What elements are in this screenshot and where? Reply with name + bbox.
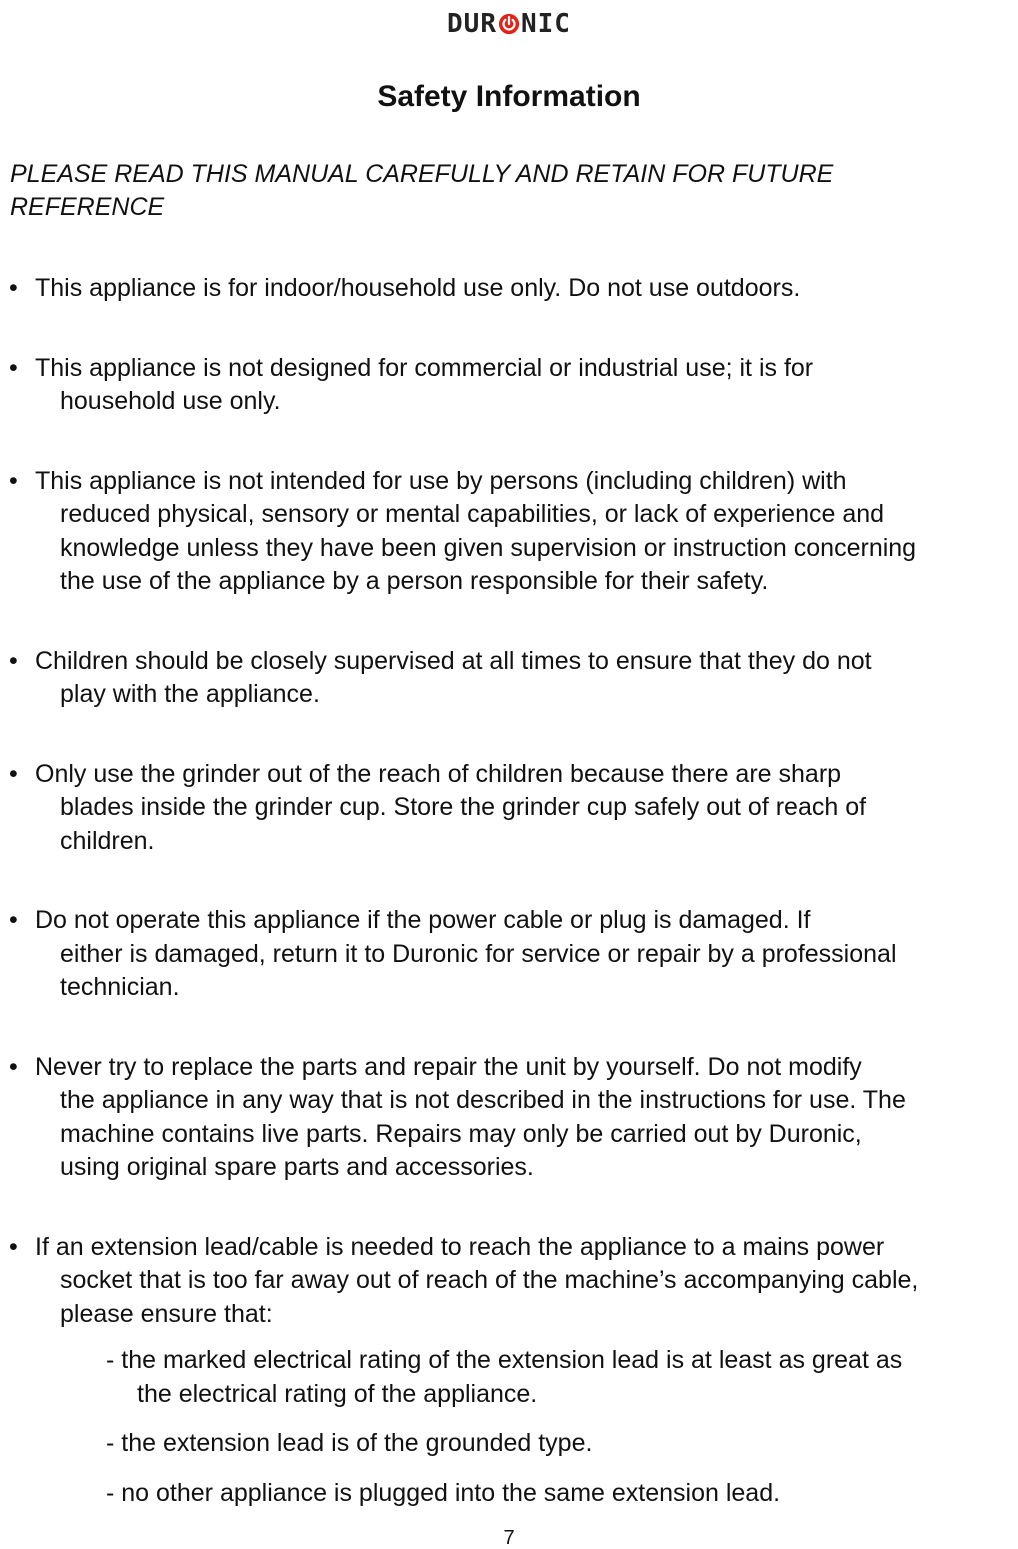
extension-lead-conditions [60, 1344, 1018, 1510]
safety-list [0, 272, 1018, 1510]
safety-item [0, 352, 1018, 419]
item-line: please ensure that: [60, 1299, 273, 1328]
item-line: Do not operate this appliance if the power cable or plug is damaged. If [35, 906, 811, 934]
bullet-icon: • [9, 646, 18, 675]
page-title: Safety Information [377, 80, 641, 113]
intro-notice [10, 158, 1000, 224]
item-line: play with the appliance. [60, 680, 320, 708]
item-line: Never try to replace the parts and repair the unit by yourself. Do not modify [35, 1052, 862, 1081]
logo-text-right: NIC [521, 9, 571, 39]
item-line: either is damaged, return it to Duronic for service or repair by a professional [60, 939, 897, 968]
safety-item [0, 1051, 1018, 1185]
item-line: socket that is too far away out of reach of the machine’s accompanying cable, [60, 1266, 919, 1294]
item-line: Children should be closely supervised at all times to ensure that they do not [35, 646, 872, 675]
item-line: using original spare parts and accessories. [60, 1153, 534, 1181]
duronic-logo [0, 8, 1018, 40]
intro-line: PLEASE READ THIS MANUAL CAREFULLY AND RETAIN FOR FUTURE [10, 160, 834, 188]
item-line: the use of the appliance by a person responsible for their safety. [60, 567, 769, 595]
bullet-icon: • [9, 1232, 18, 1261]
bullet-icon: • [9, 466, 18, 495]
condition-line: - no other appliance is plugged into the same extension lead. [106, 1478, 781, 1507]
item-line: technician. [60, 973, 180, 1001]
bullet-icon: • [9, 274, 18, 302]
intro-line: REFERENCE [10, 193, 165, 221]
safety-item [0, 758, 1018, 859]
condition-item [0, 1344, 1018, 1411]
condition-line: the electrical rating of the appliance. [137, 1379, 538, 1408]
safety-item [0, 1231, 1018, 1511]
item-line: blades inside the grinder cup. Store the grinder cup safely out of reach of [60, 793, 867, 821]
item-line: Only use the grinder out of the reach of children because there are sharp [35, 759, 842, 788]
bullet-icon: • [9, 759, 18, 788]
item-line: This appliance is for indoor/household use only. Do not use outdoors. [35, 274, 801, 302]
condition-line: - the marked electrical rating of the extension lead is at least as great as [106, 1346, 903, 1374]
logo-text-left: DUR [447, 9, 497, 39]
safety-item [0, 904, 1018, 1005]
item-line: knowledge unless they have been given supervision or instruction concerning [60, 533, 917, 562]
item-line: the appliance in any way that is not described in the instructions for use. The [60, 1086, 906, 1114]
bullet-icon: • [9, 353, 18, 382]
item-line: children. [60, 826, 155, 855]
safety-item [0, 272, 1018, 306]
page-number: 7 [503, 1527, 515, 1549]
item-line: household use only. [60, 387, 281, 415]
bullet-icon: • [9, 1052, 18, 1081]
safety-item [0, 465, 1018, 599]
item-line: machine contains live parts. Repairs may only be carried out by Duronic, [60, 1119, 862, 1148]
item-line: reduced physical, sensory or mental capabilities, or lack of experience and [60, 500, 885, 528]
condition-line: - the extension lead is of the grounded type. [106, 1429, 593, 1457]
item-line: This appliance is not intended for use by persons (including children) with [35, 466, 847, 495]
item-line: If an extension lead/cable is needed to reach the appliance to a mains power [35, 1232, 885, 1261]
item-line: This appliance is not designed for commercial or industrial use; it is for [35, 353, 814, 382]
safety-item [0, 645, 1018, 712]
condition-item [0, 1427, 1018, 1461]
bullet-icon: • [9, 906, 18, 934]
condition-item [0, 1477, 1018, 1511]
power-icon [498, 13, 520, 35]
